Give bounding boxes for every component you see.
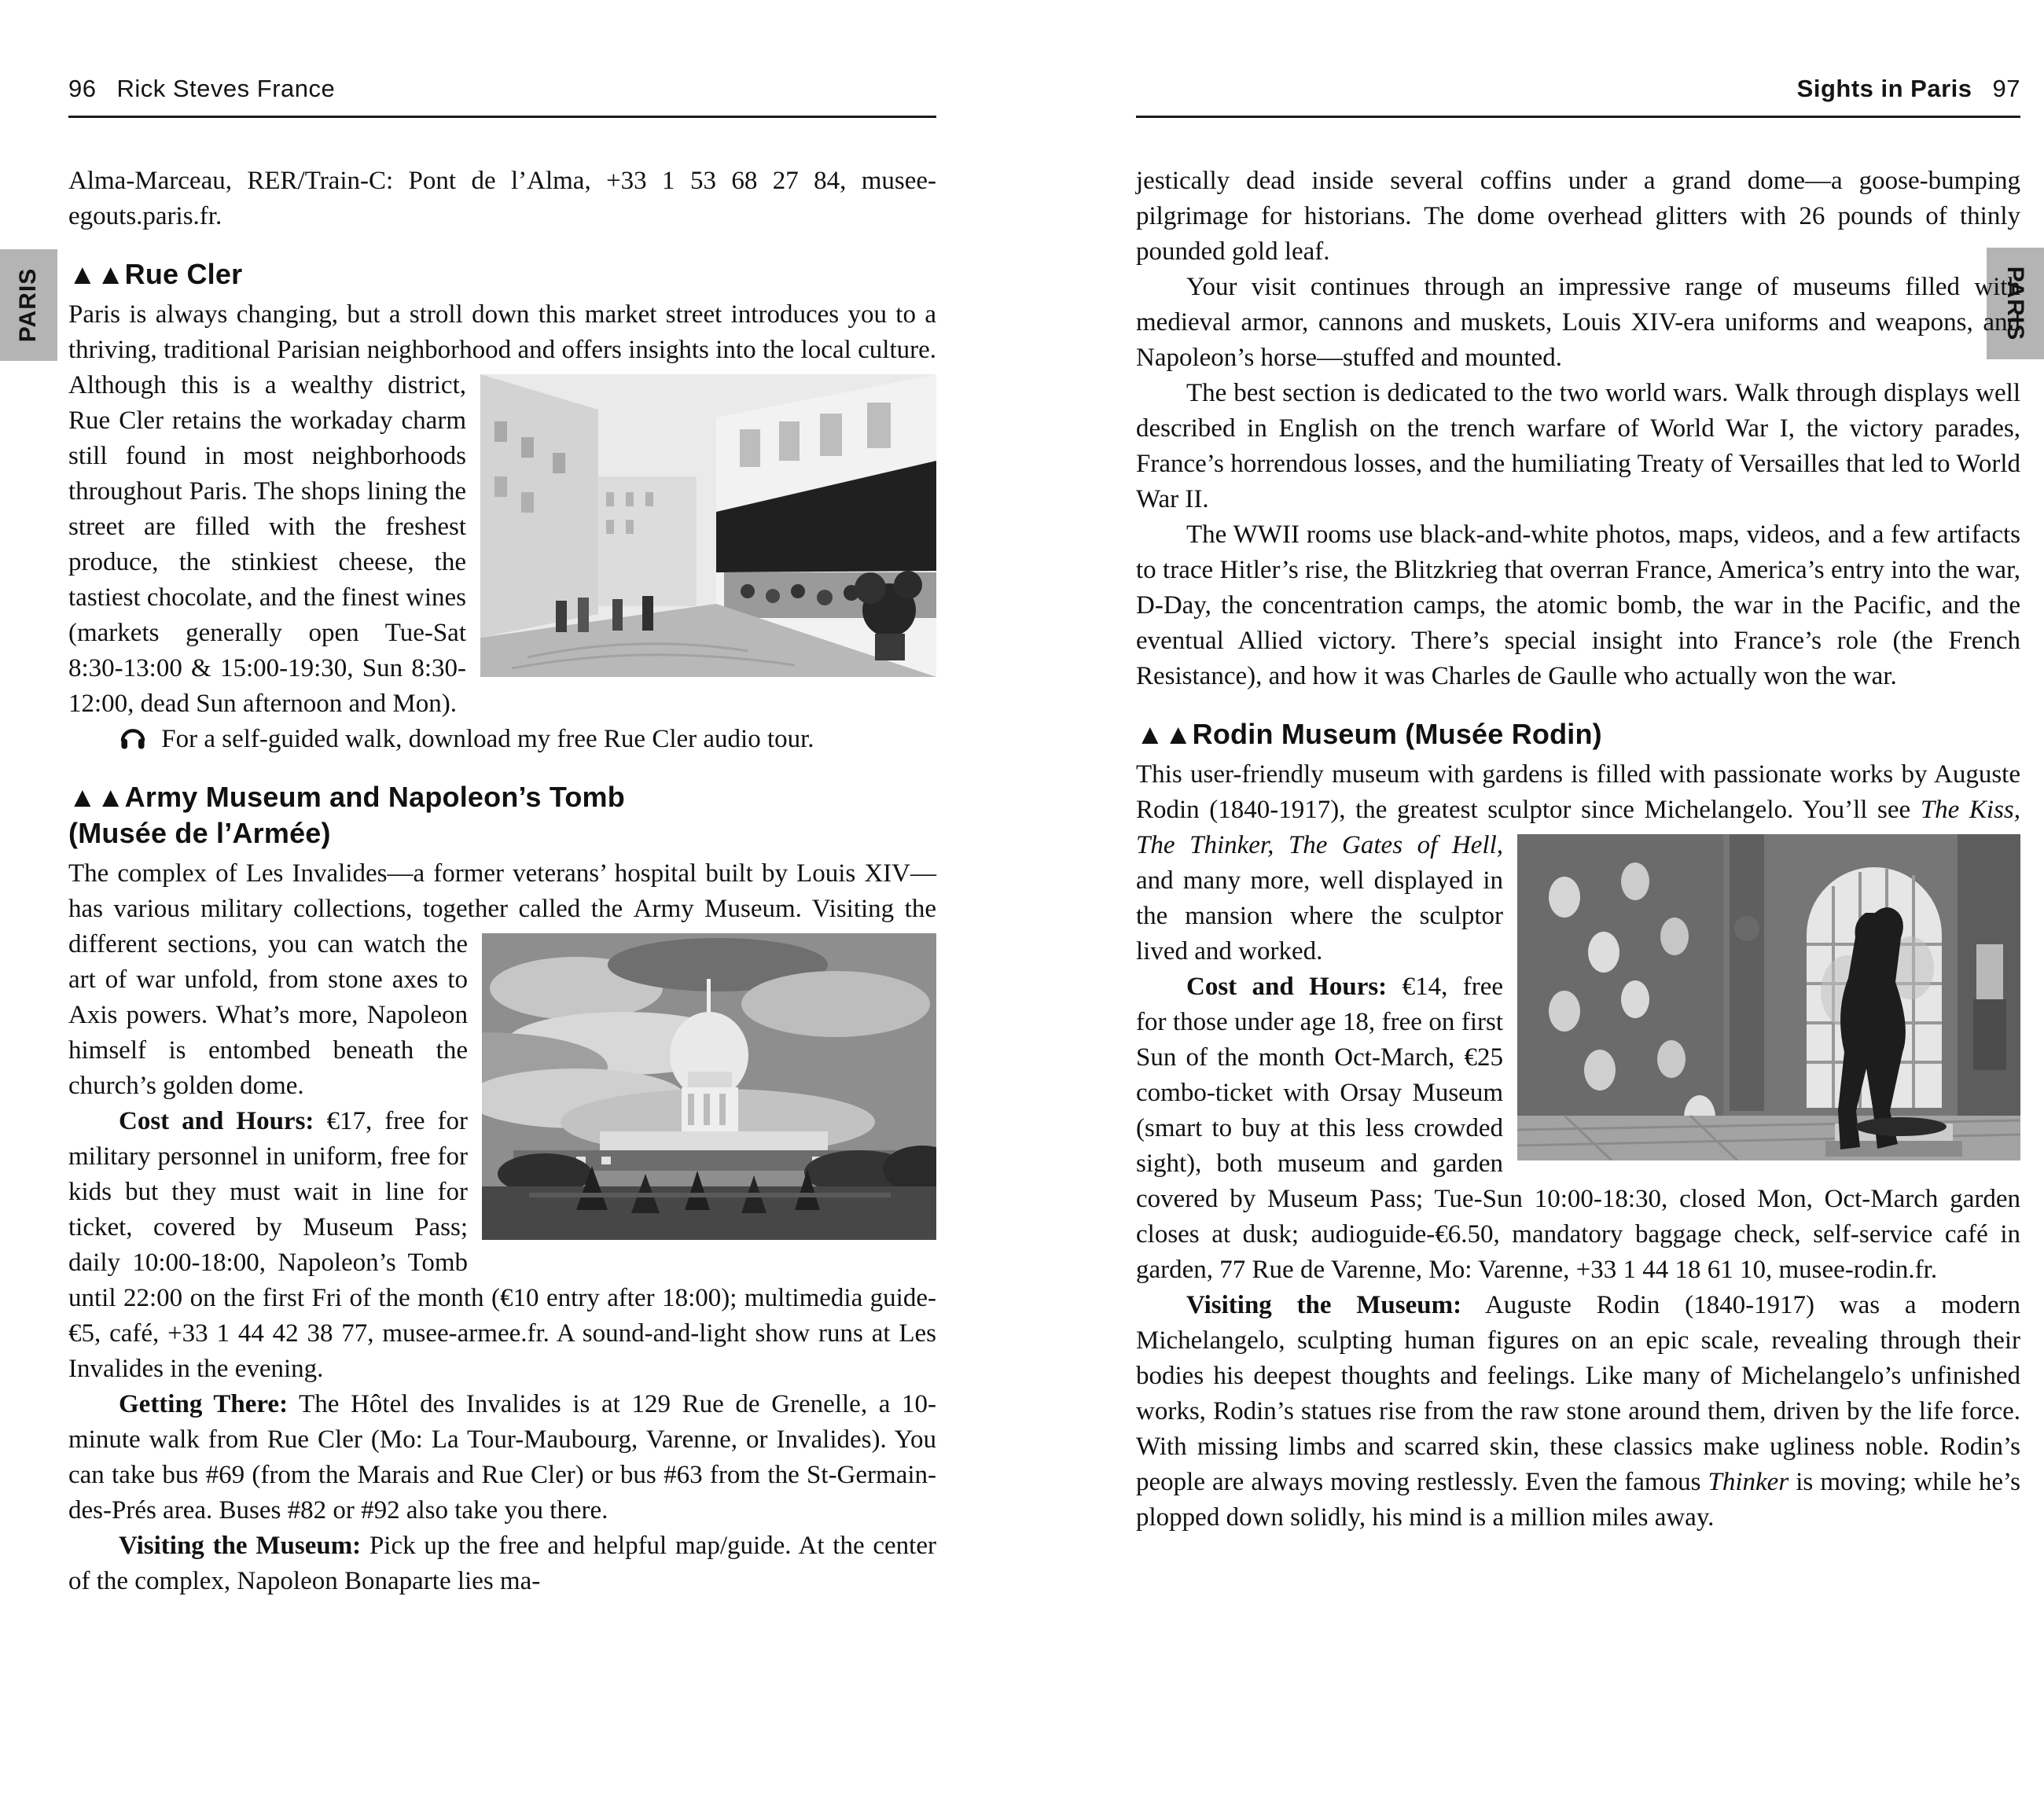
sewer-continuation-paragraph: Alma-Marceau, RER/Train-C: Pont de l’Alma, +33 1 53 68 27 84, musee-egouts.paris.fr.: [68, 167, 936, 230]
left-book-title: Rick Steves France: [116, 75, 336, 102]
cost-hours-text: €17, free for military personnel in uniform, free for kids but they must wait in line for ticket, covered by Museum Pass; daily 10:00-18:00, Napoleon’s Tomb until 22:00 on the first Fri of the month (€10 entry after 18:00); multimedia guide-€5, café, +33 1 44 42 38 77, musee-armee.fr. A sound-and-light show runs at Les Invalides in the evening.: [68, 1107, 936, 1383]
cost-hours-text: €14, free for those under age 18, free on first Sun of the month Oct-March, €25 combo-ticket with Orsay Museum (smart to buy at this less crowded sight), both museum and garden covered by Museum Pass; Tue-Sun 10:00-18:30, closed Mon, Oct-March garden closes at dusk; audioguide-€6.50, mandatory baggage check, self-service café in garden, 77 Rue de Varenne, Mo: Varenne, +33 1 44 18 61 10, musee-rodin.fr.: [1136, 973, 2020, 1284]
army-museum-heading-line1: ▲▲Army Museum and Napoleon’s Tomb: [68, 781, 625, 813]
rue-cler-heading: ▲▲Rue Cler: [68, 258, 243, 290]
paris-tab-label: PARIS: [15, 267, 42, 343]
army-museum-paragraph: [68, 856, 936, 1104]
tomb-continuation-paragraph: jestically dead inside several coffins under a grand dome—a goose-bumping pilgrimage for historians. The dome overhead glitters with 26 pounds of thinly pounded gold leaf.: [1136, 167, 2020, 266]
paris-tab-label: PARIS: [2002, 266, 2029, 341]
army-visit-paragraph-3: The WWII rooms use black-and-white photos, maps, videos, and a few artifacts to trace Hitler’s rise, the Blitzkrieg that overran France, America’s entry into the war, D-Day, the concentration camps, the atomic bomb, the war in the Pacific, and the eventual Allied victory. There’s special insight into France’s role (the French Resistance), and how it was Charles de Gaulle who actually won the war.: [1136, 520, 2020, 690]
army-visiting-paragraph: [68, 1528, 936, 1599]
rodin-intro-text-2: Michelangelo. You’ll see: [1644, 796, 1911, 824]
cost-hours-label: Cost and Hours:: [119, 1107, 314, 1135]
visiting-museum-text: Pick up the free and helpful map/guide. At the center of the complex, Napoleon Bonaparte lies ma-: [68, 1532, 936, 1595]
left-page-content: [68, 164, 936, 1599]
army-museum-text-2: Army Museum. Visiting the different sections, you can watch the art of war unfold, from stone axes to Axis powers. What’s more, Napoleon himself is entombed beneath the church’s golden dome.: [68, 895, 937, 1100]
rue-cler-street-photo: [480, 374, 936, 677]
visiting-museum-label: Visiting the Museum:: [1186, 1291, 1462, 1319]
getting-there-paragraph: [68, 1387, 936, 1528]
rue-cler-paragraph: [68, 297, 936, 722]
rodin-works-italic: The Kiss, The Thinker, The Gates of Hell,: [1136, 796, 2021, 859]
page-right: [1136, 75, 2020, 1536]
left-running-header: [68, 75, 936, 118]
audio-tour-text: For a self-guided walk, download my free Rue Cler audio tour.: [161, 725, 814, 753]
rodin-museum-heading: ▲▲Rodin Museum (Musée Rodin): [1136, 718, 1602, 750]
rue-cler-text-2: offers insights into the local culture. Although this is a wealthy district, Rue Cler retains the workaday charm still found in most neighborhoods throughout Paris. The shops lining the street are filled with the freshest produce, the stinkiest cheese, the tastiest chocolate, and the finest wines (markets generally open Tue-Sat 8:30-13:00 & 15:00-19:30, Sun 8:30-12:00, dead Sun afternoon and Mon).: [68, 336, 936, 718]
rodin-visiting-paragraph: [1136, 1288, 2020, 1536]
rodin-intro-text-1: This user-friendly museum with gardens is filled with passionate works by Auguste Rodin (1840-1917), the greatest sculptor since: [1136, 760, 2020, 824]
rue-cler-text-1: Paris is always changing, but a stroll down this market street introduces you to a thriving, traditional Parisian neighborhood and: [68, 300, 936, 364]
right-page-content: [1136, 164, 2020, 1536]
rodin-visiting-text-1: Auguste Rodin (1840-1917) was a modern Michelangelo, sculpting human figures on an epic scale, revealing through their bodies his deepest thoughts and feelings. Like many of Michelangelo’s unfinished works, Rodin’s statues rise from the raw stone around them, driven by the life force. With missing limbs and scarred skin, these classics make ugliness noble. Rodin’s people are always moving restlessly. Even the famous: [1136, 1291, 2020, 1496]
headphones-icon: [119, 725, 147, 750]
invalides-dome-photo: [482, 933, 936, 1240]
rodin-intro-text-3: and many more, well displayed in the mansion where the sculptor lived and worked.: [1136, 866, 1503, 966]
army-museum-heading: [68, 779, 936, 851]
left-page-number: 96: [68, 75, 97, 102]
thinker-italic: Thinker: [1708, 1468, 1789, 1496]
rodin-visiting-text-2: is moving; while he’s plopped down solidly, his mind is a million miles away.: [1136, 1468, 2020, 1532]
paris-side-tab-left: [0, 249, 57, 361]
getting-there-label: Getting There:: [119, 1390, 289, 1418]
rodin-museum-interior-photo: [1517, 834, 2020, 1160]
right-page-number: 97: [1992, 75, 2020, 102]
rodin-intro-paragraph: [1136, 757, 2020, 969]
army-visit-paragraph-2: The best section is dedicated to the two world wars. Walk through displays well described in English on the trench warfare of World War I, the victory parades, France’s horrendous losses, and the humiliating Treaty of Versailles that led to World War II.: [1136, 379, 2020, 513]
army-museum-heading-line2: (Musée de l’Armée): [68, 817, 331, 849]
audio-tour-note: [68, 722, 936, 757]
army-museum-text-1: The complex of Les Invalides—a former veterans’ hospital built by Louis XIV—has various military collections, together called the: [68, 859, 936, 923]
right-running-header: [1136, 75, 2020, 118]
cost-hours-label: Cost and Hours:: [1186, 973, 1388, 1001]
visiting-museum-label: Visiting the Museum:: [119, 1532, 362, 1560]
page-left: [68, 75, 936, 1599]
getting-there-text: The Hôtel des Invalides is at 129 Rue de Grenelle, a 10-minute walk from Rue Cler (Mo: La Tour-Maubourg, Varenne, or Invalides). You can take bus #69 (from the Marais and Rue Cler) or bus #63 from the St-Germain-des-Prés area. Buses #82 or #92 also take you there.: [68, 1390, 937, 1525]
army-visit-paragraph-1: Your visit continues through an impressive range of museums filled with medieval armor, cannons and muskets, Louis XIV-era uniforms and weapons, and Napoleon’s horse—stuffed and mounted.: [1136, 273, 2020, 372]
right-section-title: Sights in Paris: [1796, 75, 1972, 102]
